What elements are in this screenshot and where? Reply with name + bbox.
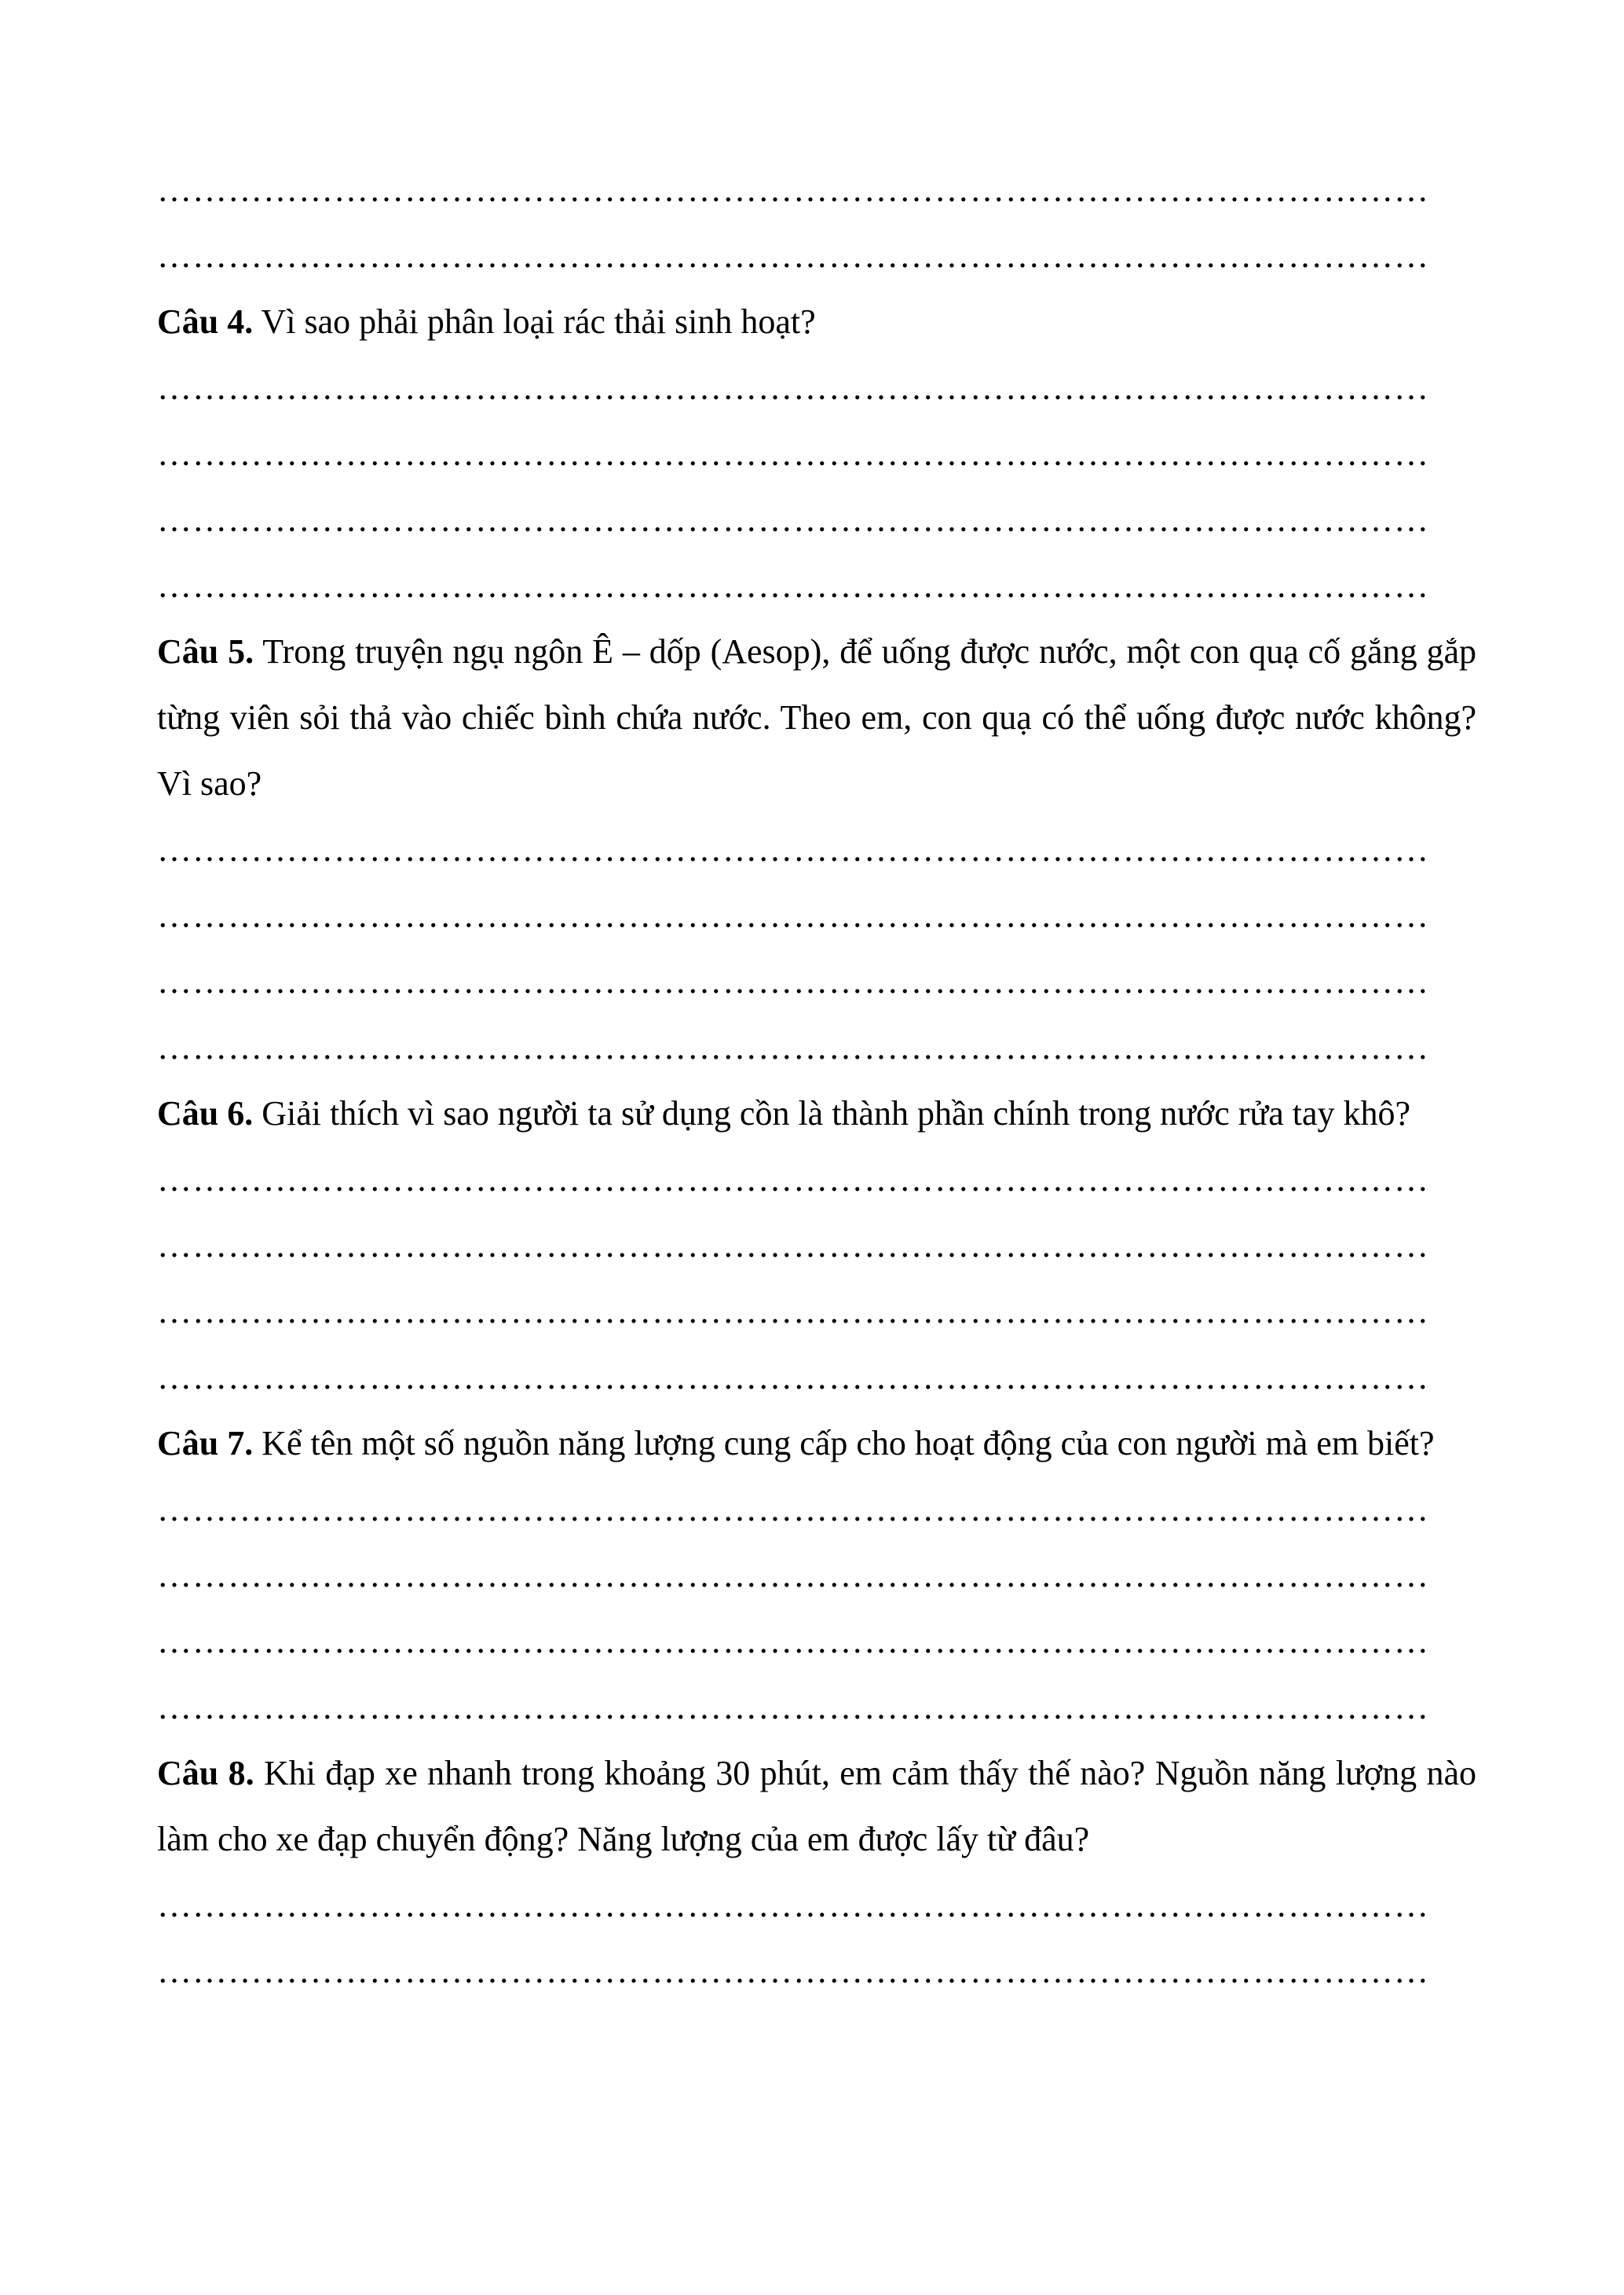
answer-line: ……………………………………………………………………………………………… xyxy=(157,368,1429,407)
question-label: Câu 7. xyxy=(157,1424,254,1462)
question-4 xyxy=(157,289,1476,355)
answer-line: ……………………………………………………………………………………………… xyxy=(157,434,1429,473)
answer-line: ……………………………………………………………………………………………… xyxy=(157,1622,1429,1660)
question-label: Câu 4. xyxy=(157,302,254,341)
answer-line: ……………………………………………………………………………………………… xyxy=(157,170,1429,209)
question-text: Khi đạp xe nhanh trong khoảng 30 phút, em cảm thấy thế nào? Nguồn năng lượng nào làm cho xe đạp chuyển động? Năng lượng của em được lấy từ đâu? xyxy=(157,1754,1476,1858)
answer-line: ……………………………………………………………………………………………… xyxy=(157,1886,1429,1924)
answer-line: ……………………………………………………………………………………………… xyxy=(157,896,1429,935)
question-label: Câu 8. xyxy=(157,1754,254,1792)
question-text: Vì sao phải phân loại rác thải sinh hoạt? xyxy=(253,302,816,341)
answer-line: ……………………………………………………………………………………………… xyxy=(157,1028,1429,1067)
answer-line: ……………………………………………………………………………………………… xyxy=(157,1292,1429,1331)
question-text: Kể tên một số nguồn năng lượng cung cấp cho hoạt động của con người mà em biết? xyxy=(253,1424,1435,1462)
question-label: Câu 6. xyxy=(157,1094,254,1133)
question-5 xyxy=(157,619,1476,817)
question-label: Câu 5. xyxy=(157,632,254,671)
answer-line: ……………………………………………………………………………………………… xyxy=(157,962,1429,1001)
question-7 xyxy=(157,1411,1476,1477)
answer-line: ……………………………………………………………………………………………… xyxy=(157,566,1429,605)
question-6 xyxy=(157,1081,1476,1147)
answer-line: ……………………………………………………………………………………………… xyxy=(157,1358,1429,1396)
question-text: Trong truyện ngụ ngôn Ê – dốp (Aesop), để uống được nước, một con quạ cố gắng gắp từng viên sỏi thả vào chiếc bình chứa nước. Theo em, con quạ có thể uống được nước không? Vì sao? xyxy=(157,632,1476,803)
answer-line: ……………………………………………………………………………………………… xyxy=(157,1490,1429,1528)
answer-line: ……………………………………………………………………………………………… xyxy=(157,500,1429,539)
answer-line: ……………………………………………………………………………………………… xyxy=(157,236,1429,275)
question-8 xyxy=(157,1740,1476,1872)
answer-line: ……………………………………………………………………………………………… xyxy=(157,1226,1429,1265)
answer-line: ……………………………………………………………………………………………… xyxy=(157,830,1429,869)
answer-line: ……………………………………………………………………………………………… xyxy=(157,1556,1429,1594)
answer-line: ……………………………………………………………………………………………… xyxy=(157,1160,1429,1199)
question-text: Giải thích vì sao người ta sử dụng cồn là thành phần chính trong nước rửa tay khô? xyxy=(253,1094,1411,1133)
answer-line: ……………………………………………………………………………………………… xyxy=(157,1952,1429,1990)
answer-line: ……………………………………………………………………………………………… xyxy=(157,1688,1429,1726)
worksheet-page xyxy=(157,157,1476,2004)
